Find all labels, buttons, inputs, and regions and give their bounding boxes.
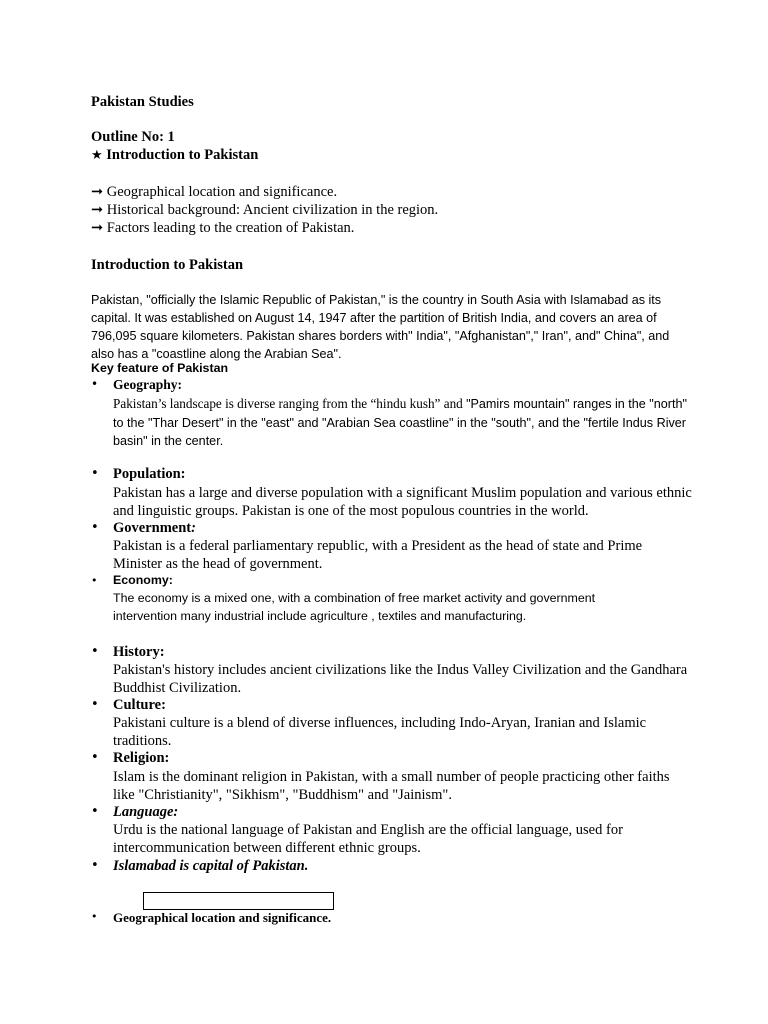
feature-body-rest: "Pamirs mountain" ranges in the "north" to the "Thar Desert" in the "east" and "Arabian Sea coastline" in the "south", and the "fertile Indus River basin" in the center. (113, 397, 687, 448)
empty-text-box (143, 892, 334, 910)
feature-heading: Language: (113, 804, 179, 820)
feature-body-lead: Pakistan’s landscape is diverse ranging from the “hindu kush” and (113, 396, 463, 411)
subpoint-item: ➞ Factors leading to the creation of Pakistan. (91, 220, 355, 236)
bullet-icon: • (91, 750, 99, 765)
feature-heading: Population: (113, 466, 186, 482)
subpoint-item: ➞ Geographical location and significance. (91, 184, 338, 200)
feature-heading: Culture: (113, 697, 166, 713)
bullet-icon: • (91, 858, 99, 873)
outline-heading (91, 147, 258, 164)
bullet-icon: • (91, 520, 99, 535)
bullet-icon: • (91, 697, 99, 712)
outline-heading-text: Introduction to Pakistan (106, 147, 259, 163)
outline-subpoints (91, 183, 438, 237)
star-icon: ★ (91, 148, 103, 163)
intro-paragraph: Pakistan, "officially the Islamic Republic of Pakistan," is the country in South Asia with Islamabad as its capital. It was established on August 14, 1947 after the partition of British India, and covers an area of 796,095 square kilometers. Pakistan shares borders with" India", "Afghanistan"," Iran", and" China", and also has a "coastline along the Arabian Sea". (91, 293, 670, 361)
feature-heading (113, 519, 196, 537)
bullet-icon: • (91, 466, 99, 481)
feature-heading: Geography: (113, 377, 182, 392)
feature-body: The economy is a mixed one, with a combination of free market activity and government intervention many industrial include agriculture , textiles and manufacturing. (113, 591, 596, 623)
feature-heading-suffix: : (191, 520, 196, 536)
feature-body (113, 395, 693, 451)
subpoint-item: ➞ Historical background: Ancient civilization in the region. (91, 202, 439, 218)
document-title: Pakistan Studies (91, 94, 194, 110)
outline-number: Outline No: 1 (91, 129, 175, 145)
feature-heading: Religion: (113, 750, 170, 766)
feature-body: Urdu is the national language of Pakistan and English are the official language, used for intercommunication between different ethnic groups. (113, 822, 623, 856)
feature-body: Pakistani culture is a blend of diverse influences, including Indo-Aryan, Iranian and Islamic traditions. (113, 715, 647, 749)
key-feature-heading: Key feature of Pakistan (91, 361, 229, 375)
feature-heading: Economy: (113, 573, 173, 587)
feature-heading-text: Government (113, 520, 192, 536)
bullet-icon: • (91, 910, 98, 923)
bullet-icon: • (91, 574, 98, 587)
feature-heading: Islamabad is capital of Pakistan. (113, 858, 309, 874)
intro-heading: Introduction to Pakistan (91, 257, 244, 273)
feature-heading: Geographical location and significance. (113, 910, 332, 925)
feature-body: Islam is the dominant religion in Pakistan, with a small number of people practicing other faiths like "Christianity", "Sikhism", "Buddhism" and "Jainism". (113, 769, 670, 803)
feature-body: Pakistan is a federal parliamentary republic, with a President as the head of state and Prime Minister as the head of government. (113, 538, 643, 572)
bullet-icon: • (91, 804, 99, 819)
feature-body: Pakistan has a large and diverse population with a significant Muslim population and various ethnic and linguistic groups. Pakistan is one of the most populous countries in the world. (113, 485, 692, 519)
bullet-icon: • (91, 644, 99, 659)
bullet-icon: • (91, 377, 99, 391)
feature-body: Pakistan's history includes ancient civilizations like the Indus Valley Civilization and the Gandhara Buddhist Civilization. (113, 662, 688, 696)
feature-heading: History: (113, 644, 165, 660)
